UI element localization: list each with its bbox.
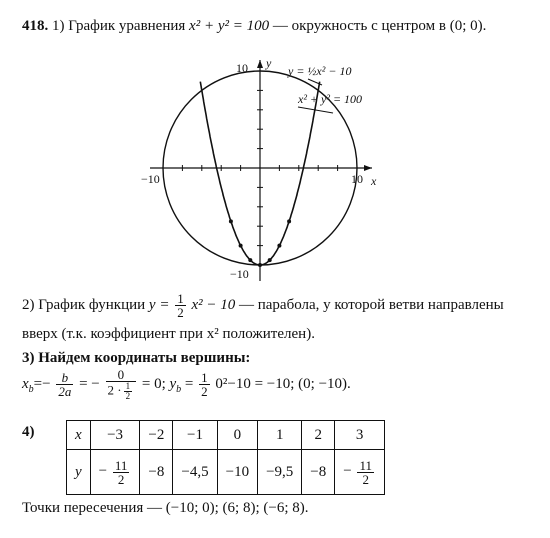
parabola-point [248, 258, 252, 262]
table-row [67, 421, 385, 450]
parabola-point [268, 258, 272, 262]
part2-line2-text: вверх (т.к. коэффициент при x² положителен). [22, 326, 315, 342]
half-den: 2 [177, 305, 184, 320]
part1-label: 1) График уравнения [52, 18, 186, 34]
half-num: 1 [177, 291, 184, 306]
tick-label-neg10-x: −10 [141, 172, 160, 186]
half-fraction [175, 292, 186, 319]
values-table [66, 420, 385, 495]
part1-equation: x² + y² = 100 [189, 18, 270, 34]
yb: y [169, 375, 177, 392]
table-cell: − $\frac{11}{2}$ [90, 450, 140, 495]
table-cell: y [67, 450, 91, 495]
yb-sub: b [176, 383, 182, 395]
tick-label-neg10-y: −10 [230, 267, 249, 281]
table-cell: 3 [335, 421, 385, 450]
zero-fraction [106, 368, 137, 401]
b-den: 2a [58, 384, 72, 399]
table-cell: −2 [140, 421, 173, 450]
graph [140, 55, 380, 285]
part3-formula [22, 368, 351, 401]
xb-sub: b [28, 383, 34, 395]
parabola-point [277, 244, 281, 248]
b-num: b [56, 371, 73, 385]
table-cell: −1 [173, 421, 217, 450]
conclusion: Точки пересечения — (−10; 0); (6; 8); (−6; 8). [22, 500, 309, 516]
half2-num: 1 [201, 370, 208, 385]
b-fraction [56, 371, 73, 398]
part2-eq-left: y = [148, 296, 170, 313]
part1-rest: — окружность с центром в (0; 0). [272, 18, 487, 34]
eq5: 0²−10 = −10; (0; −10). [215, 375, 351, 392]
part2-line [22, 292, 504, 319]
zero-num: 0 [106, 368, 137, 382]
table-cell: −8 [302, 450, 335, 495]
tick-label-10-y: 10 [236, 61, 248, 75]
y-axis-arrow [257, 60, 263, 68]
half2-den: 2 [201, 384, 208, 399]
part2-line2 [22, 326, 315, 343]
part3-label: 3) Найдем координаты вершины: [22, 350, 251, 366]
parabola-point [287, 219, 291, 223]
fraction-11-2: $\frac{11}{2}$ [114, 457, 128, 487]
problem-number: 418. [22, 18, 49, 34]
table-cell: −8 [140, 450, 173, 495]
tick-label-10-x: 10 [351, 172, 363, 186]
part2-eq-right: x² − 10 [191, 296, 236, 313]
inner-half-num: 1 [125, 381, 131, 391]
parabola-label: y = ½x² − 10 [288, 64, 352, 78]
zero-den [106, 382, 137, 401]
inner-half-den: 2 [125, 391, 131, 401]
table-cell: 2 [302, 421, 335, 450]
table-row [67, 450, 385, 495]
x-axis-arrow [364, 165, 372, 171]
table-cell: −3 [90, 421, 140, 450]
circle-label: x² + y² = 100 [298, 92, 363, 106]
parabola-point [239, 244, 243, 248]
x-axis-label: x [371, 174, 377, 188]
table-cell: −10 [217, 450, 257, 495]
table-cell: −4,5 [173, 450, 217, 495]
table-cell: − $\frac{11}{2}$ [335, 450, 385, 495]
eq3: = 0; [141, 375, 166, 392]
table-cell: x [67, 421, 91, 450]
part2-rest: — парабола, у которой ветви направлены [238, 296, 504, 313]
part3-line [22, 350, 250, 367]
eq4: = [184, 375, 194, 392]
table-cell: −9,5 [258, 450, 302, 495]
zero-den-text: 2 · [107, 382, 122, 398]
part2-label: 2) График функции [22, 296, 146, 313]
table-cell: 0 [217, 421, 257, 450]
part4-label: 4) [22, 424, 35, 440]
table-cell: 1 [258, 421, 302, 450]
parabola-point [229, 219, 233, 223]
parabola-point [258, 263, 262, 267]
y-axis-label: y [266, 56, 272, 70]
fraction-11-2: $\frac{11}{2}$ [359, 457, 373, 487]
half-fraction-2 [199, 371, 210, 398]
eq1: =− [33, 375, 51, 392]
eq2: = − [79, 375, 100, 392]
inner-half [124, 382, 133, 401]
part1-line [22, 18, 486, 35]
xb: x [22, 375, 29, 392]
